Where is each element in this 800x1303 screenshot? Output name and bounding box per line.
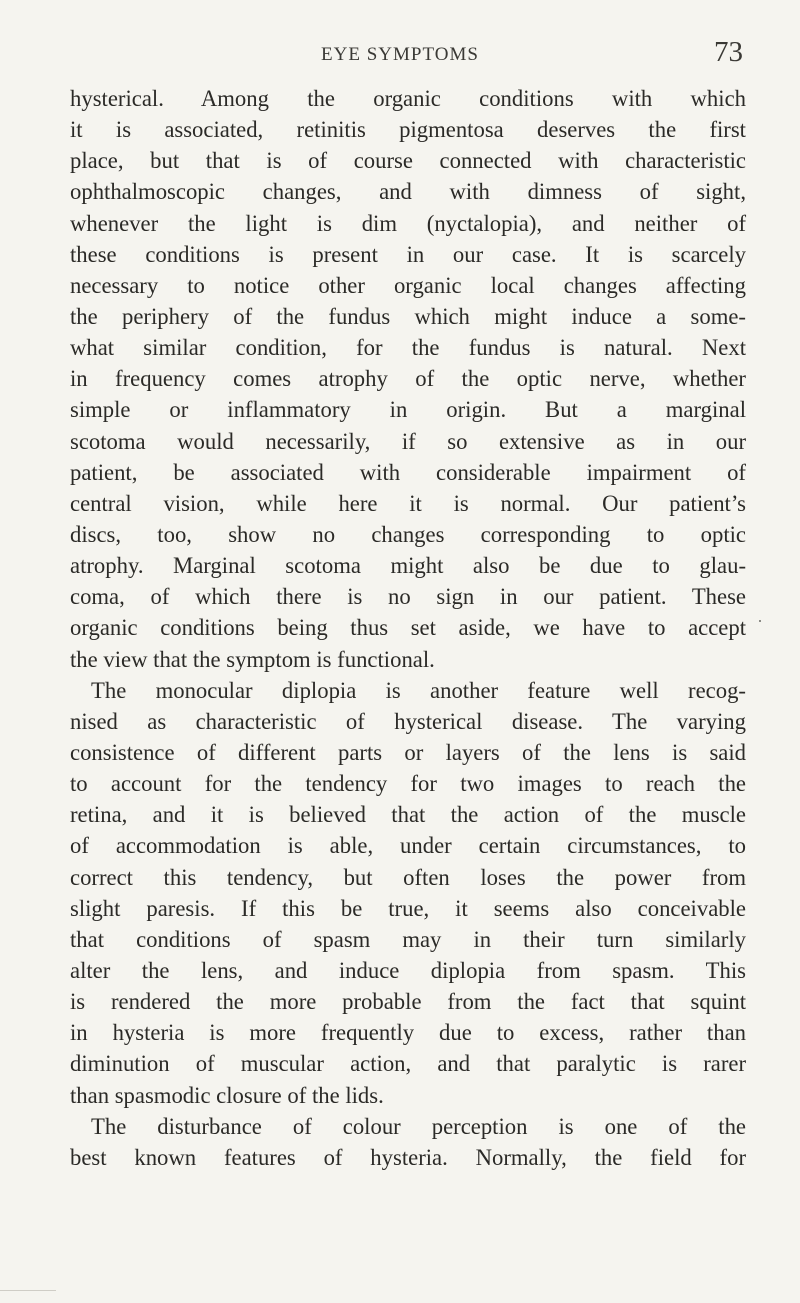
text-line: what similar condition, for the fundus is natural. Next [70,335,746,361]
text-line: whenever the light is dim (nyctalopia), and neither of [70,210,746,236]
text-line: to account for the tendency for two images to reach the [70,771,746,797]
text-line: in hysteria is more frequently due to excess, rather than [70,1020,746,1046]
page-edge-line [0,1290,56,1291]
text-line: in frequency comes atrophy of the optic nerve, whether [70,366,746,392]
text-line: organic conditions being thus set aside, we have to accept [70,615,746,641]
text-line: nised as characteristic of hysterical disease. The varying [70,708,746,734]
text-line: coma, of which there is no sign in our patient. These [70,584,746,610]
margin-speck [759,620,761,622]
text-line: consistence of different parts or layers of the lens is said [70,739,746,765]
text-line: the view that the symptom is functional. [70,646,435,672]
text-line: simple or inflammatory in origin. But a marginal [70,397,746,423]
text-line: alter the lens, and induce diplopia from spasm. This [70,957,746,983]
text-line: the periphery of the fundus which might induce a some- [70,303,746,329]
text-line: place, but that is of course connected with characteristic [70,148,746,174]
paragraph-first-line: The monocular diplopia is another feature well recog- [91,677,746,703]
text-line: scotoma would necessarily, if so extensive as in our [70,428,746,454]
text-line: retina, and it is believed that the action of the muscle [70,802,746,828]
paragraph-first-line: The disturbance of colour perception is one of the [91,1113,746,1139]
text-line: central vision, while here it is normal. Our patient’s [70,490,746,516]
body-text [70,83,746,1173]
running-head [0,36,800,82]
text-line: necessary to notice other organic local changes affecting [70,272,746,298]
text-line: patient, be associated with considerable impairment of [70,459,746,485]
text-line: best known features of hysteria. Normally, the field for [70,1144,746,1170]
running-head-title: EYE SYMPTOMS [321,44,479,65]
text-line: diminution of muscular action, and that paralytic is rarer [70,1051,746,1077]
text-line: is rendered the more probable from the fact that squint [70,989,746,1015]
text-line: that conditions of spasm may in their turn similarly [70,926,746,952]
text-line: atrophy. Marginal scotoma might also be due to glau- [70,553,746,579]
text-line: these conditions is present in our case. It is scarcely [70,241,746,267]
text-line: ophthalmoscopic changes, and with dimness of sight, [70,179,746,205]
text-line: slight paresis. If this be true, it seems also conceivable [70,895,746,921]
page-number: 73 [714,36,743,68]
text-line: than spasmodic closure of the lids. [70,1082,384,1108]
text-line: it is associated, retinitis pigmentosa deserves the first [70,117,746,143]
text-line: discs, too, show no changes corresponding to optic [70,521,746,547]
text-line: correct this tendency, but often loses the power from [70,864,746,890]
text-line: hysterical. Among the organic conditions with which [70,86,746,111]
text-line: of accommodation is able, under certain circumstances, to [70,833,746,859]
